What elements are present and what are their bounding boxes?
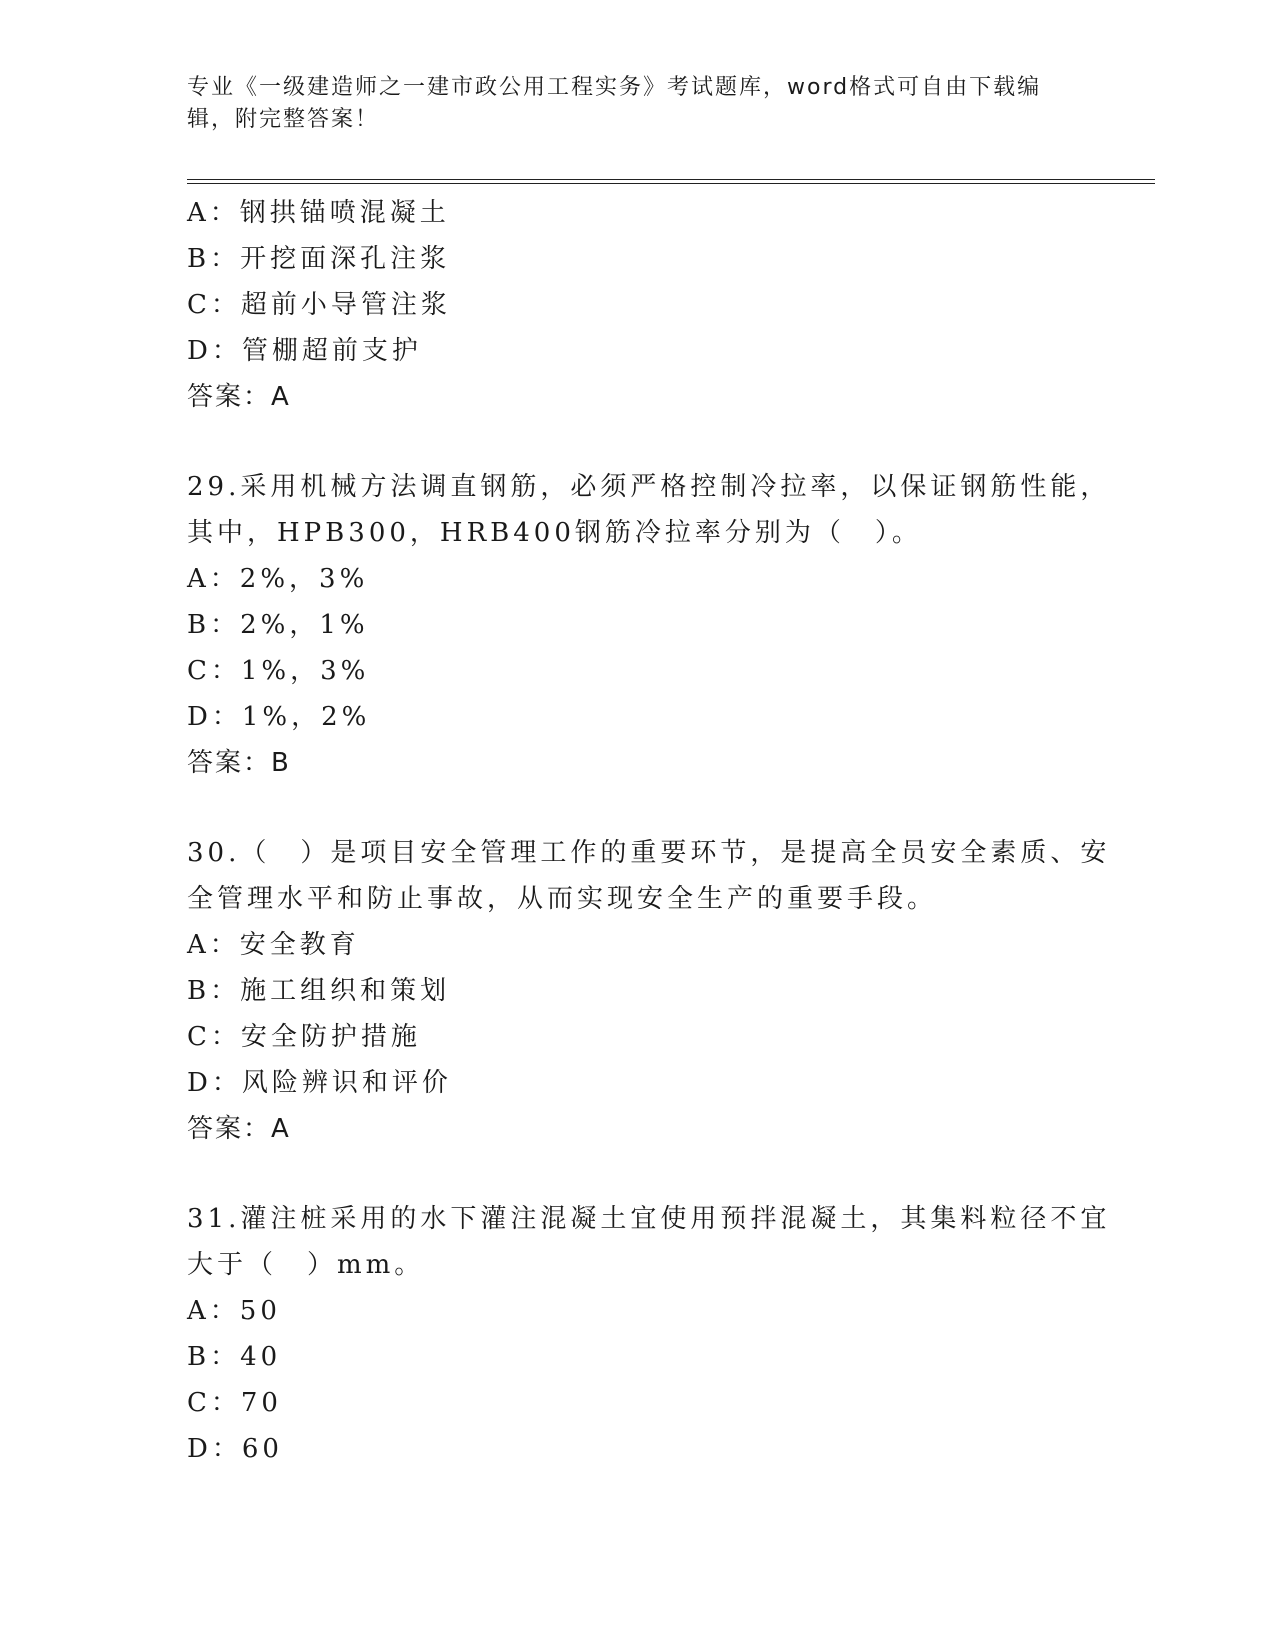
- option-c: C：超前小导管注浆: [187, 290, 451, 320]
- answer-line: 答案：A: [187, 1114, 291, 1144]
- option-d: D：60: [187, 1434, 283, 1464]
- question-block-28: [187, 190, 1155, 420]
- option-a: A：钢拱锚喷混凝土: [187, 198, 450, 228]
- option-a: A：2%，3%: [187, 564, 369, 594]
- option-d: D：风险辨识和评价: [187, 1068, 452, 1098]
- option-d: D：管棚超前支护: [187, 336, 422, 366]
- question-text-line-2: 全管理水平和防止事故，从而实现安全生产的重要手段。: [187, 884, 938, 914]
- answer-line: 答案：B: [187, 748, 291, 778]
- option-b: B：2%，1%: [187, 610, 369, 640]
- question-text-line-2: 大于（ ）mm。: [187, 1250, 425, 1280]
- option-b: B：40: [187, 1342, 282, 1372]
- option-d: D：1%，2%: [187, 702, 371, 732]
- option-c: C：70: [187, 1388, 282, 1418]
- document-header: 专业《一级建造师之一建市政公用工程实务》考试题库，word格式可自由下载编辑，附完整答案！: [187, 75, 1042, 132]
- option-a: A：50: [187, 1296, 281, 1326]
- answer-line: 答案：A: [187, 382, 291, 412]
- question-list: [187, 190, 1155, 1472]
- option-c: C：1%，3%: [187, 656, 370, 686]
- header-divider-bottom: [187, 183, 1155, 184]
- question-block-30: [187, 830, 1155, 1152]
- option-c: C：安全防护措施: [187, 1022, 421, 1052]
- header-divider-top: [187, 179, 1155, 180]
- question-text-line-1: 31.灌注桩采用的水下灌注混凝土宜使用预拌混凝土，其集料粒径不宜: [187, 1204, 1111, 1234]
- question-text-line-2: 其中，HPB300，HRB400钢筋冷拉率分别为（ ）。: [187, 518, 922, 548]
- question-text-line-1: 30.（ ）是项目安全管理工作的重要环节，是提高全员安全素质、安: [187, 838, 1111, 868]
- option-a: A：安全教育: [187, 930, 360, 960]
- question-block-31: [187, 1196, 1155, 1472]
- spacer: [187, 786, 1155, 830]
- option-b: B：开挖面深孔注浆: [187, 244, 451, 274]
- option-b: B：施工组织和策划: [187, 976, 451, 1006]
- question-text-line-1: 29.采用机械方法调直钢筋，必须严格控制冷拉率，以保证钢筋性能，: [187, 472, 1111, 502]
- spacer: [187, 420, 1155, 464]
- question-block-29: [187, 464, 1155, 786]
- spacer: [187, 1152, 1155, 1196]
